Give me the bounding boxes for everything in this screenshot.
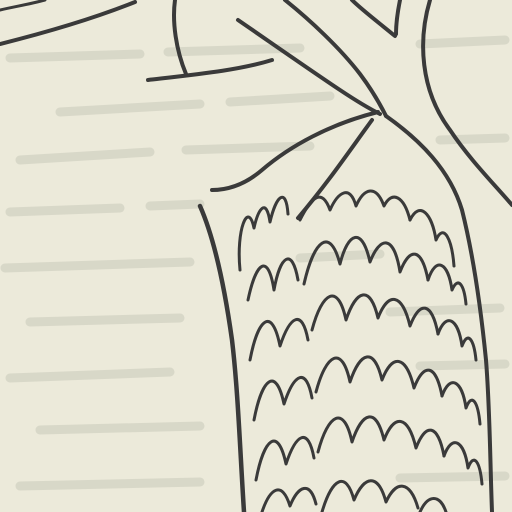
trunk-left-edge: [200, 206, 244, 512]
trunk-right-outer: [423, 0, 512, 205]
bark-arch-row: [428, 265, 466, 304]
bark-arch-row: [420, 499, 446, 512]
bark-texture: [239, 191, 482, 512]
bleed-through-line: [10, 204, 200, 212]
bleed-through-line: [20, 476, 505, 486]
bleed-through-line: [10, 40, 505, 58]
twig-upper: [174, 0, 186, 74]
bark-arch-row: [254, 377, 312, 420]
bark-arch-row: [256, 437, 314, 480]
bark-arch-row: [250, 319, 308, 360]
branch-top-right: [352, 0, 395, 36]
twig-left-horizontal: [148, 60, 272, 80]
bark-arch-row: [442, 383, 480, 424]
bark-arch-row: [322, 481, 418, 512]
bleed-through-line: [60, 96, 330, 112]
bark-arch-row: [239, 197, 288, 270]
branch-top-right-stub: [396, 0, 400, 34]
bark-arch-row: [438, 321, 476, 360]
branch-corner: [0, 0, 45, 10]
bark-arch-row: [410, 211, 454, 266]
bark-arch-row: [262, 488, 316, 512]
bark-arch-row: [318, 417, 444, 456]
branch-top-left: [0, 2, 135, 44]
bleed-through-line: [40, 426, 200, 430]
bark-arch-row: [248, 259, 298, 300]
bleed-through-line: [5, 254, 380, 268]
